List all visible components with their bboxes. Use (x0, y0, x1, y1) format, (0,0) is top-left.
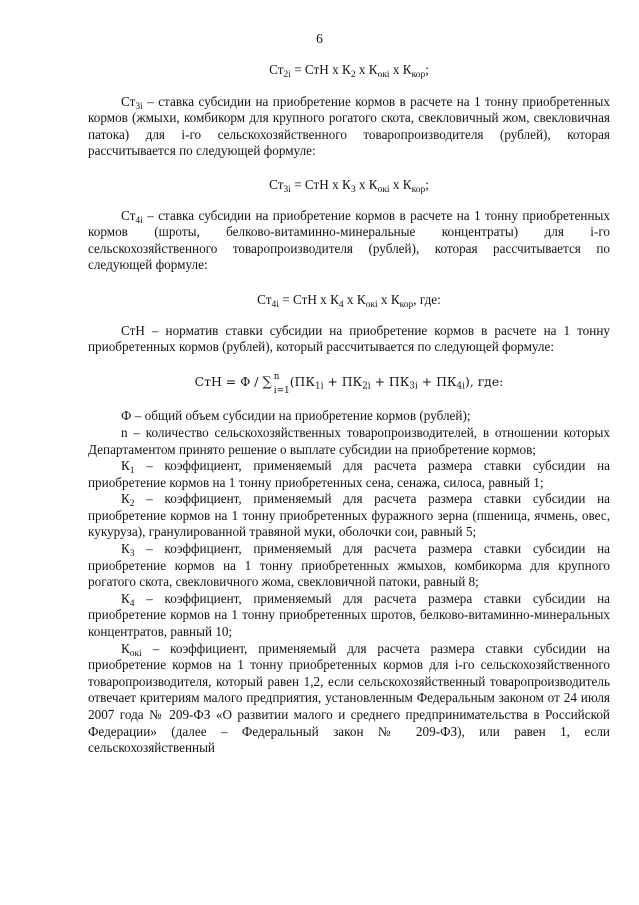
document-body (88, 62, 610, 757)
formula-st2: $Ст_{2i}$ = СтН х $К_2$ х $К_{окi}$ х $К_{кор}$; (269, 62, 429, 80)
definition-f: Ф – общий объем субсидии на приобретение кормов (рублей); (121, 408, 471, 424)
paragraph-st3: $Ст_{3i}$ – ставка субсидии на приобретение кормов в расчете на 1 тонну приобретенных кормов (жмыхи, комбикорм для крупного рогатого скота, свекловичный жом, свекловичная патока) для i-го сельскохозяйственного товаропроизводителя (рублей), которая рассчитывается по следующей формуле: (88, 93, 610, 159)
definition-k4: $К_4$ – коэффициент, применяемый для расчета размера ставки субсидии на приобретение кормов на 1 тонну приобретенных шротов, белково-витаминно-минеральных концентратов, равный 10; (88, 590, 610, 640)
formula-stn: СтН = Ф / ∑ n i=1 $(ПК_{1i} + ПК_{2i} + ПК_{3i} + ПК_{4i})$, где: (194, 371, 504, 396)
definition-koki: $К_{окi}$ – коэффициент, применяемый для расчета размера ставки субсидии на приобретение кормов на 1 тонну приобретенных кормов для i-го сельскохозяйственного товаропроизводителя, который равен 1,2, если сельскохозяйственный товаропроизводитель отвечает критериям малого предприятия, установленным Федеральным законом от 24 июля 2007 года № 209-ФЗ «О развитии малого и среднего предпринимательства в Российской Федерации» (далее – Федеральный закон № 209-ФЗ), или равен 1, если сельскохозяйственный (88, 640, 610, 756)
paragraph-stn: СтН – норматив ставки субсидии на приобретение кормов в расчете на 1 тонну приобретенных кормов (рублей), который рассчитывается по следующей формуле: (88, 322, 610, 355)
definition-k2: $К_2$ – коэффициент, применяемый для расчета размера ставки субсидии на приобретение кормов на 1 тонну приобретенных фуражного зерна (пшеница, ячмень, овес, кукуруза), гранулированной травяной муки, оболочки сои, равный 5; (88, 491, 610, 540)
definition-n: n – количество сельскохозяйственных товаропроизводителей, в отношении которых Департаментом принято решение о выплате субсидии на приобретение кормов; (88, 424, 610, 457)
definition-k3: $К_3$ – коэффициент, применяемый для расчета размера ставки субсидии на приобретение кормов на 1 тонну приобретенных жмыхов, комбикорма для крупного рогатого скота, свекловичного жома, свекловичной патоки, равный 8; (88, 541, 610, 590)
definition-k1: $К_1$ – коэффициент, применяемый для расчета размера ставки субсидии на приобретение кормов на 1 тонну приобретенных сена, сенажа, силоса, равный 1; (88, 458, 610, 490)
formula-st3: $Ст_{3i}$ = СтН х $К_3$ х $К_{окi}$ х $К_{кор}$; (269, 176, 429, 195)
formula-st4: $Ст_{4i}$ = СтН х $К_4$ х $К_{окi}$ х $К_{кор}$, где: (257, 291, 441, 310)
page-number: 6 (316, 31, 323, 46)
paragraph-st4: $Ст_{4i}$ – ставка субсидии на приобретение кормов в расчете на 1 тонну приобретенных кормов (шроты, белково-витаминно-минеральные концентраты) для i-го сельскохозяйственного товаропроизводителя (рублей), которая рассчитывается по следующей формуле: (88, 207, 610, 273)
